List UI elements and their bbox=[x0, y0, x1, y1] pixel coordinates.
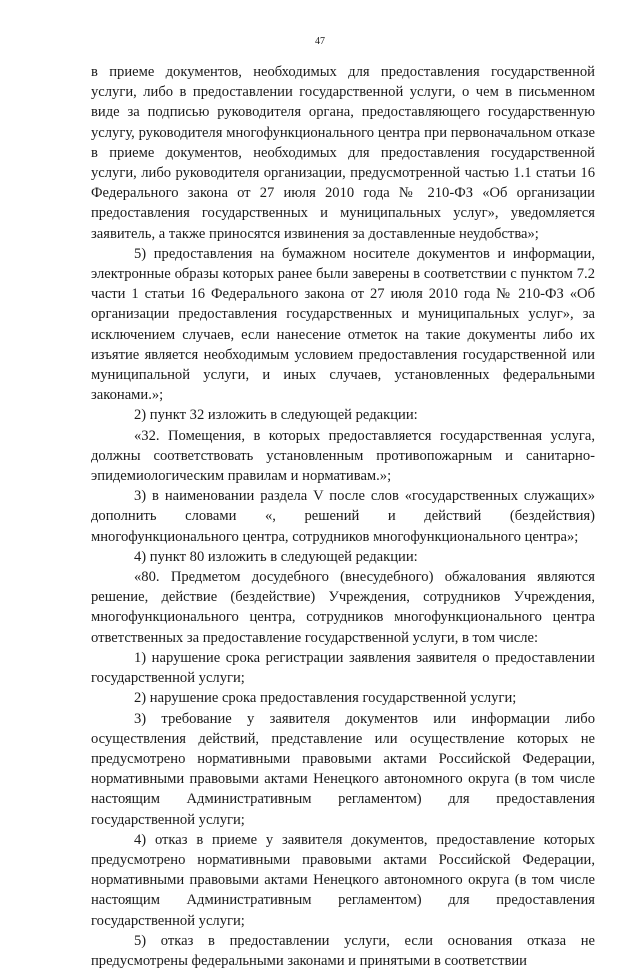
list-item-2: 2) нарушение срока предоставления государственной услуги; bbox=[134, 690, 517, 707]
paragraph-point-80-text: «80. Предметом досудебного (внесудебного) обжалования являются решение, действие (бездействие) Учреждения, сотрудников Учреждения, многофункционального центра, сотрудников многофункционального центра ответственных за предоставление государственной услуги, в том числе: bbox=[91, 569, 595, 646]
list-item-5: 5) отказ в предоставлении услуги, если основания отказа не предусмотрены федеральными законами и принятыми в соответствии bbox=[91, 932, 595, 969]
paragraph-item-5-documents: 5) предоставления на бумажном носителе документов и информации, электронные образы которых ранее были заверены в соответствии с пунктом 7.2 части 1 статьи 16 Федерального закона от 27 июля 2010 года № 210-ФЗ «Об организации предоставления государственных и муниципальных услуг», за исключением случаев, если нанесение отметок на такие документы либо их изъятие является необходимым условием предоставления государственной или муниципальной услуги, и иных случаев, установленных федеральными законами.»; bbox=[91, 245, 595, 404]
paragraph-amend-point-80: 4) пункт 80 изложить в следующей редакции: bbox=[134, 548, 418, 565]
list-item-3: 3) требование у заявителя документов или информации либо осуществления действий, представление или осуществление которых не предусмотрено нормативными правовыми актами Российской Федерации, нормативными правовыми актами Ненецкого автономного округа (в том числе настоящим Административным регламентом) для предоставления государственной услуги; bbox=[91, 710, 595, 828]
paragraph-amend-point-32: 2) пункт 32 изложить в следующей редакции: bbox=[134, 407, 418, 424]
paragraph-point-32-text: «32. Помещения, в которых предоставляется государственная услуга, должны соответствовать установленным противопожарным и санитарно-эпидемиологическим правилам и нормативам.»; bbox=[91, 427, 595, 485]
document-body bbox=[91, 62, 595, 971]
list-item-1: 1) нарушение срока регистрации заявления заявителя о предоставлении государственной услуги; bbox=[91, 649, 595, 687]
page-number: 47 bbox=[315, 36, 325, 47]
list-item-4: 4) отказ в приеме у заявителя документов, предоставление которых предусмотрено нормативными правовыми актами Российской Федерации, нормативными правовыми актами Ненецкого автономного округа (в том числе настоящим Административным регламентом) для предоставления государственной услуги; bbox=[91, 831, 595, 929]
paragraph-amend-section-5: 3) в наименовании раздела V после слов «государственных служащих» дополнить словами «, решений и действий (бездействия) многофункционального центра, сотрудников многофункционального центра»; bbox=[91, 488, 595, 545]
paragraph-continuation: в приеме документов, необходимых для предоставления государственной услуги, либо в предоставлении государственной услуги, о чем в письменном виде за подписью руководителя органа, предоставляющего государственную услугу, руководителя многофункционального центра при первоначальном отказе в приеме документов, необходимых для предоставления государственной услуги, либо руководителя организации, предусмотренной частью 1.1 статьи 16 Федерального закона от 27 июля 2010 года № 210-ФЗ «Об организации предоставления государственных и муниципальных услуг», уведомляется заявитель, а также приносятся извинения за доставленные неудобства»; bbox=[91, 64, 595, 242]
